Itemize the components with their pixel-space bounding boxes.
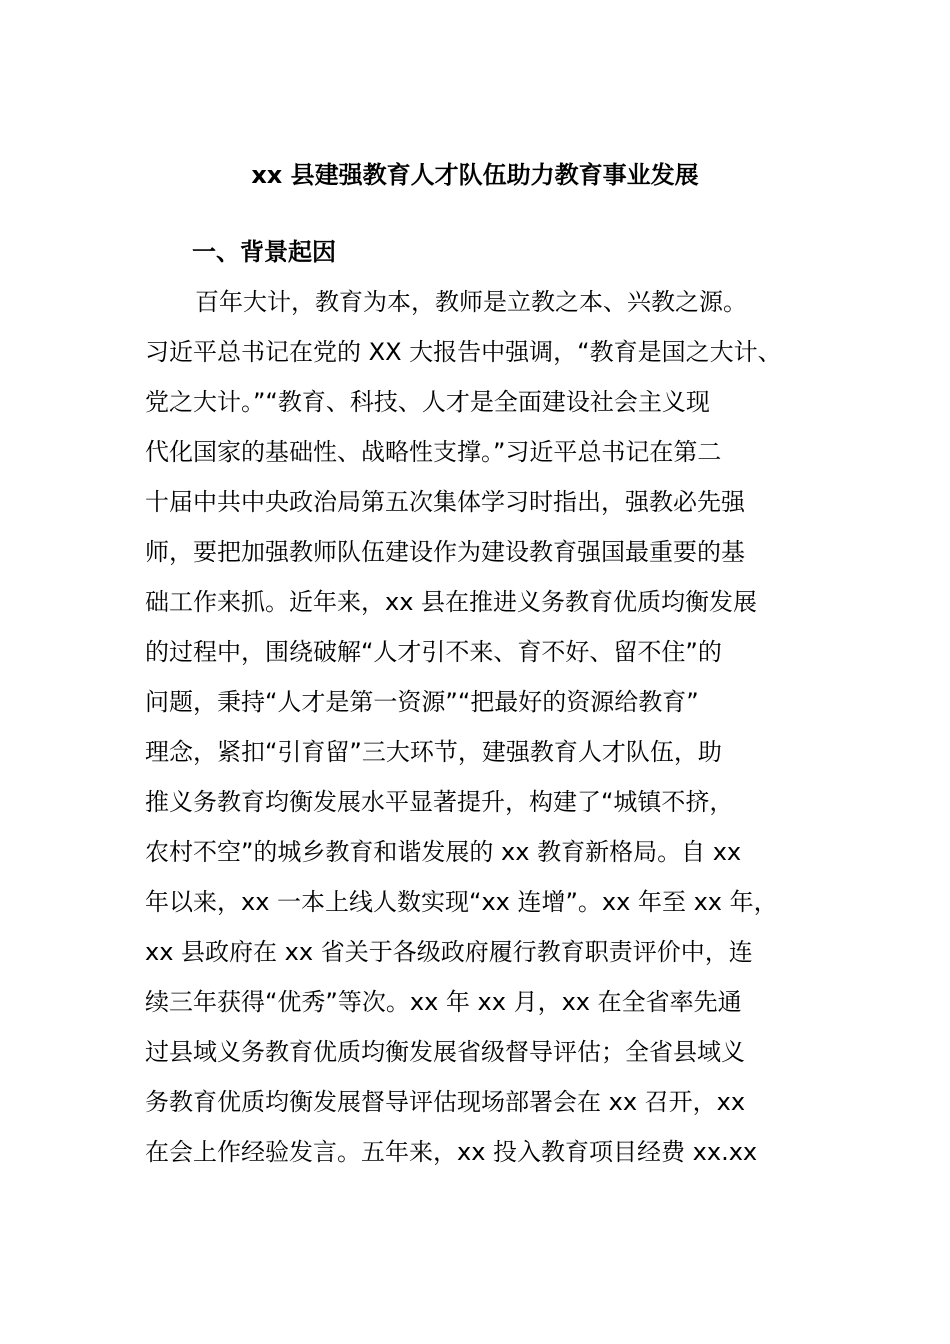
section-heading: 一、背景起因	[192, 238, 336, 266]
paragraph-line: 十届中共中央政治局第五次集体学习时指出，强教必先强	[145, 488, 745, 516]
paragraph-line: 理念，紧扣“引育留”三大环节，建强教育人才队伍，助	[145, 738, 722, 766]
paragraph-line: 习近平总书记在党的 XX 大报告中强调，“教育是国之大计、	[145, 338, 782, 366]
paragraph-line: 在会上作经验发言。五年来，xx 投入教育项目经费 xx.xx	[145, 1138, 758, 1166]
paragraph-line: 础工作来抓。近年来，xx 县在推进义务教育优质均衡发展	[145, 588, 758, 616]
paragraph-line: 百年大计，教育为本，教师是立教之本、兴教之源。	[195, 288, 747, 316]
paragraph-line: 代化国家的基础性、战略性支撑。”习近平总书记在第二	[145, 438, 722, 466]
paragraph-line: 问题，秉持“人才是第一资源”“把最好的资源给教育”	[145, 688, 699, 716]
paragraph-line: 过县域义务教育优质均衡发展省级督导评估；全省县域义	[145, 1038, 745, 1066]
paragraph-line: 农村不空”的城乡教育和谐发展的 xx 教育新格局。自 xx	[145, 838, 742, 866]
paragraph-line: 务教育优质均衡发展督导评估现场部署会在 xx 召开，xx	[145, 1088, 746, 1116]
paragraph-line: 的过程中，围绕破解“人才引不来、育不好、留不住”的	[145, 638, 722, 666]
paragraph-line: 推义务教育均衡发展水平显著提升，构建了“城镇不挤，	[145, 788, 734, 816]
document-title: xx 县建强教育人才队伍助力教育事业发展	[251, 161, 699, 189]
paragraph-line: 党之大计。”“教育、科技、人才是全面建设社会主义现	[145, 388, 710, 416]
paragraph-line: xx 县政府在 xx 省关于各级政府履行教育职责评价中，连	[145, 938, 753, 966]
paragraph-line: 年以来，xx 一本上线人数实现“xx 连增”。xx 年至 xx 年，	[145, 888, 778, 916]
paragraph-line: 师，要把加强教师队伍建设作为建设教育强国最重要的基	[145, 538, 745, 566]
paragraph-line: 续三年获得“优秀”等次。xx 年 xx 月，xx 在全省率先通	[145, 988, 742, 1016]
